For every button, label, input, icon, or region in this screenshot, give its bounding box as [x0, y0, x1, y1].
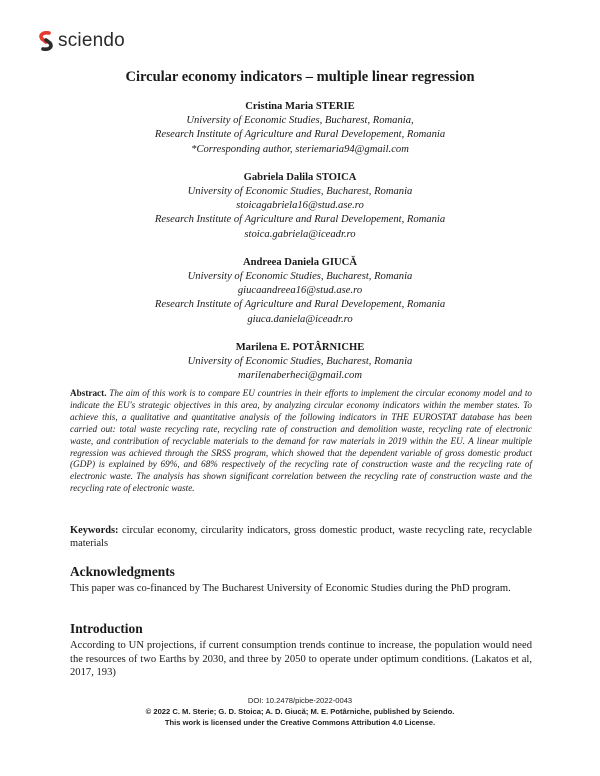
page-footer [0, 695, 600, 728]
author-email[interactable]: *Corresponding author, steriemaria94@gmail.com [191, 143, 409, 155]
sciendo-logo-text: sciendo [58, 30, 125, 51]
author-email[interactable]: stoicagabriela16@stud.ase.ro [236, 200, 364, 212]
sciendo-logo-icon [38, 31, 54, 51]
author-name: Gabriela Dalila STOICA [243, 171, 357, 183]
doi[interactable]: DOI: 10.2478/picbe-2022-0043 [247, 696, 353, 705]
author-affiliation: University of Economic Studies, Bucharest, Romania [187, 356, 413, 368]
license[interactable]: This work is licensed under the Creative Commons Attribution 4.0 License. [164, 718, 436, 727]
author-affiliation: University of Economic Studies, Bucharest, Romania [187, 271, 413, 283]
introduction-text: According to UN projections, if current consumption trends continue to increase, the population would need the resources of two Earths by 2030, and three by 2050 to operate under optimum conditions. (Lakatos et al, 2017, 193) [70, 640, 532, 679]
author-name: Cristina Maria STERIE [245, 101, 355, 112]
keywords [70, 524, 532, 551]
author-email[interactable]: stoica.gabriela@iceadr.ro [244, 228, 356, 240]
author-block [0, 341, 600, 384]
keywords-text: circular economy, circularity indicators, gross domestic product, waste recycling rate, recyclable materials [70, 525, 532, 550]
author-block [0, 171, 600, 242]
author-email[interactable]: giucaandreea16@stud.ase.ro [237, 285, 363, 297]
acknowledgments-heading: Acknowledgments [70, 564, 175, 579]
author-email[interactable]: marilenaberheci@gmail.com [237, 370, 362, 382]
author-list [0, 100, 600, 397]
author-email[interactable]: giuca.daniela@iceadr.ro [247, 313, 353, 325]
keywords-label: Keywords: [70, 525, 119, 536]
abstract [70, 388, 532, 495]
author-block [0, 100, 600, 157]
abstract-text: The aim of this work is to compare EU countries in their efforts to implement the circular economy model and to indicate the EU's strategic objectives in this area, by analyzing circular economy indicators within the member states. To achieve this, a qualitative and quantitative analysis of the following indicators in THE EUROSTAT database has been carried out: total waste recycling rate, recycling rate of construction and demolition waste, recycling rate of electronic waste, and contribution of recyclable materials to the demand for raw materials in 2019 within the EU. A linear multiple regression was achieved through the SRSS program, which showed that the dependent variable of gross domestic product (GDP) is explained by 69%, and 68% respectively of the recycling rate of construction waste and the recycling rate of electronic waste. The analysis has shown significant correlation between the recycling rate of construction waste and the recycling rate of electronic waste. [70, 388, 532, 494]
abstract-label: Abstract. [70, 388, 107, 398]
author-name: Andreea Daniela GIUCĂ [243, 256, 357, 268]
author-block [0, 256, 600, 327]
introduction-heading: Introduction [70, 621, 143, 636]
sciendo-logo[interactable] [38, 30, 125, 52]
paper-title: Circular economy indicators – multiple linear regression [125, 69, 475, 85]
acknowledgments-text: This paper was co-financed by The Bucharest University of Economic Studies during the PhD program. [70, 583, 511, 594]
author-affiliation: Research Institute of Agriculture and Rural Developement, Romania [154, 214, 446, 226]
author-affiliation: University of Economic Studies, Bucharest, Romania [187, 186, 413, 198]
author-affiliation: Research Institute of Agriculture and Rural Developement, Romania [154, 299, 446, 311]
author-affiliation: University of Economic Studies, Bucharest, Romania, [186, 115, 414, 127]
author-affiliation: Research Institute of Agriculture and Rural Developement, Romania [154, 129, 446, 141]
copyright: © 2022 C. M. Sterie; G. D. Stoica; A. D. Giucă; M. E. Potârniche, published by Sciendo. [145, 707, 455, 716]
author-name: Marilena E. POTÂRNICHE [235, 341, 365, 353]
